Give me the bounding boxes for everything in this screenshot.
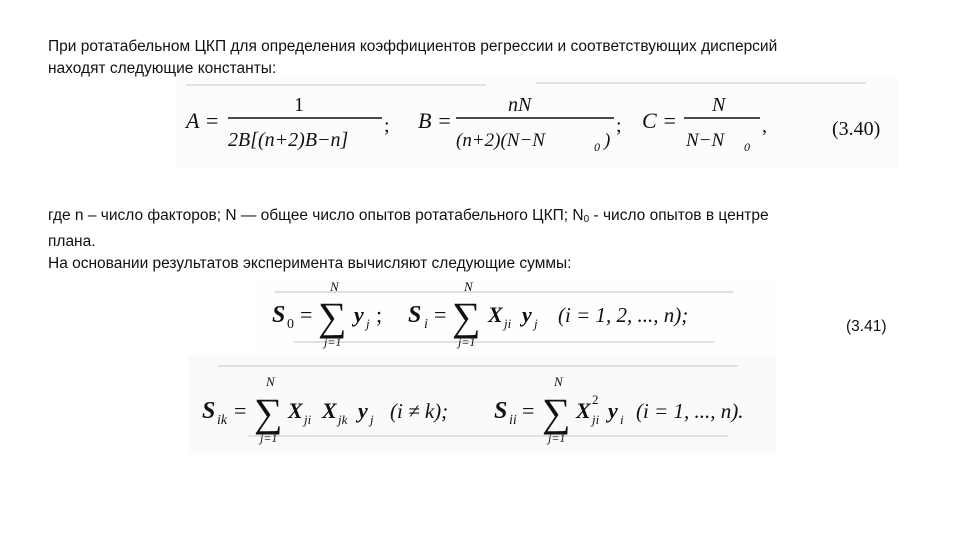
- formula-y-sub: j: [366, 316, 370, 331]
- definitions-line-1b: - число опытов в центре: [589, 207, 769, 224]
- formula-C-separator: ,: [762, 115, 767, 137]
- formula-y-sub: i: [620, 412, 624, 427]
- sum-upper-limit: N: [554, 374, 563, 389]
- intro-paragraph: [48, 36, 908, 80]
- formula-3-41-row-2: [188, 370, 776, 455]
- formula-Sii: S: [494, 398, 508, 424]
- formula-separator: ;: [376, 302, 383, 327]
- formula-B-denominator-sub: 0: [594, 140, 600, 154]
- sum-sign: ∑: [254, 390, 283, 435]
- formula-X-superscript: 2: [592, 392, 599, 407]
- formula-equals: =: [300, 302, 313, 327]
- formula-S0: S: [272, 302, 286, 328]
- intro-line-2: находят следующие константы:: [48, 60, 277, 77]
- formula-X-sub: jk: [338, 412, 348, 427]
- formula-X-sub: ji: [592, 412, 600, 427]
- intro-line-1: При ротатабельном ЦКП для определения коэффициентов регрессии и соответствующих дисперсий: [48, 38, 778, 55]
- formula-X: X: [322, 398, 337, 423]
- formula-Sik: S: [202, 398, 216, 424]
- formula-X: X: [576, 398, 591, 423]
- formula-C-numerator: N: [712, 94, 726, 116]
- formula-3-40: [176, 78, 898, 168]
- definitions-line-1-sub: 0: [583, 214, 590, 225]
- formula-index-range: (i = 1, 2, ..., n);: [558, 303, 689, 327]
- formula-C-denominator: N−N: [686, 130, 725, 151]
- formula-X: X: [288, 398, 303, 423]
- sum-sign: ∑: [542, 390, 571, 435]
- formula-y: y: [522, 302, 532, 327]
- formula-B-denominator-end: ): [604, 130, 611, 151]
- formula-equals: =: [522, 398, 535, 423]
- definitions-line-1a: где n – число факторов; N — общее число опытов ротатабельного ЦКП; N: [48, 207, 584, 224]
- formula-X: X: [488, 302, 503, 327]
- formula-A-separator: ;: [384, 115, 390, 137]
- formula-C-lhs: C =: [642, 108, 678, 133]
- formula-condition: (i ≠ k);: [390, 399, 449, 423]
- formula-Sii-sub: ii: [509, 413, 517, 428]
- sum-lower-limit: j=1: [458, 335, 476, 349]
- formula-A-denominator: 2B[(n+2)B−n]: [228, 129, 349, 151]
- formula-A-numerator: 1: [294, 94, 304, 116]
- definitions-line-2: плана.: [48, 233, 96, 250]
- sum-lower-limit: j=1: [548, 431, 566, 445]
- formula-X-sub: ji: [504, 316, 512, 331]
- formula-A-lhs: A =: [186, 108, 220, 133]
- formula-X-sub: ji: [304, 412, 312, 427]
- formula-B-separator: ;: [616, 115, 622, 137]
- formula-Sik-sub: ik: [217, 413, 228, 428]
- formula-Si: S: [408, 302, 422, 328]
- sum-sign: ∑: [452, 294, 481, 339]
- definitions-paragraph: [48, 205, 908, 275]
- formula-B-numerator: nN: [508, 94, 532, 116]
- formula-y: y: [354, 302, 364, 327]
- formula-index-range: (i = 1, ..., n).: [636, 399, 744, 423]
- sum-sign: ∑: [318, 294, 347, 339]
- formula-S0-sub: 0: [287, 317, 294, 332]
- sum-upper-limit: N: [266, 374, 275, 389]
- definitions-line-3: На основании результатов эксперимента вычисляют следующие суммы:: [48, 255, 572, 272]
- formula-Si-sub: i: [424, 317, 428, 332]
- sum-upper-limit: N: [330, 279, 339, 294]
- sum-lower-limit: j=1: [260, 431, 278, 445]
- sum-upper-limit: N: [464, 279, 473, 294]
- equation-number-3-40: (3.40): [832, 118, 881, 140]
- sum-lower-limit: j=1: [324, 335, 342, 349]
- formula-B-denominator: (n+2)(N−N: [456, 130, 545, 151]
- equation-number-3-41: (3.41): [846, 318, 887, 335]
- scan-artifact: [218, 365, 738, 367]
- formula-equals: =: [234, 398, 247, 423]
- formula-3-41-row-1: [254, 277, 776, 355]
- formula-equals: =: [434, 302, 447, 327]
- formula-y: y: [608, 398, 618, 423]
- formula-C-denominator-sub: 0: [744, 140, 750, 154]
- formula-B-lhs: B =: [418, 108, 452, 133]
- formula-y-sub: j: [370, 412, 374, 427]
- formula-y-sub: j: [534, 316, 538, 331]
- formula-y: y: [358, 398, 368, 423]
